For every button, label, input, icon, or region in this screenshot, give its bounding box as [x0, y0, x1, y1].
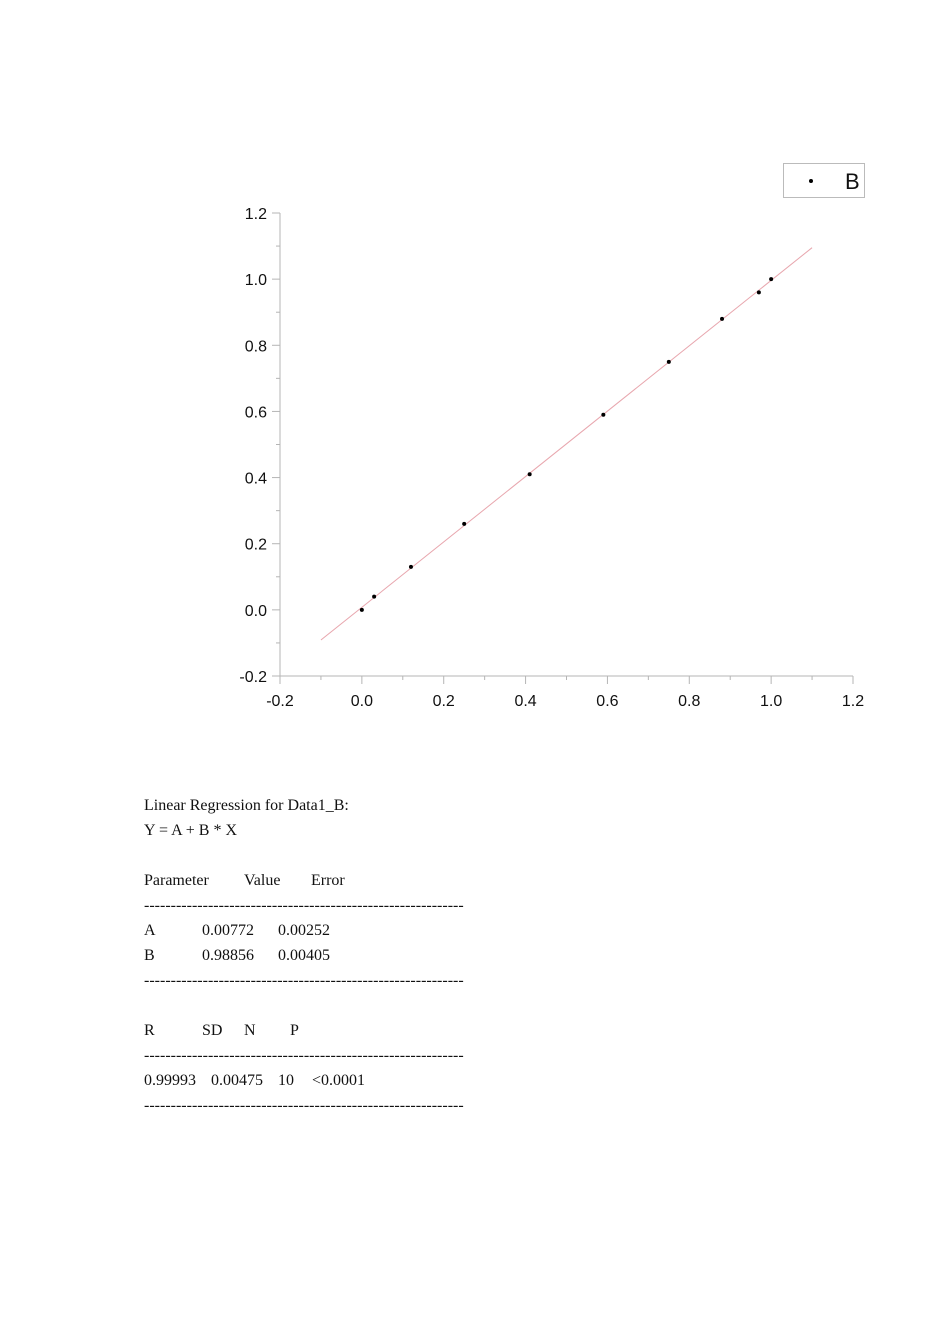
axes: [239, 206, 864, 710]
x-tick-label: 0.6: [596, 693, 619, 710]
y-tick-label: 1.0: [244, 272, 267, 290]
stat-value-p: <0.0001: [312, 1072, 366, 1089]
stat-value-r: 0.99993: [144, 1072, 196, 1089]
param-header-parameter: Parameter: [144, 872, 209, 889]
param-value: 0.00772: [202, 922, 254, 939]
stat-value-sd: 0.00475: [211, 1072, 263, 1089]
data-point: [372, 595, 376, 599]
stat-value-n: 10: [278, 1072, 294, 1089]
y-tick-label: 0.4: [244, 470, 267, 488]
stat-header-p: P: [290, 1022, 299, 1039]
param-value: 0.98856: [202, 947, 254, 964]
data-point: [757, 290, 761, 294]
y-tick-label: 0.0: [244, 602, 267, 620]
report-equation: Y = A + B * X: [144, 822, 238, 839]
param-name: B: [144, 947, 155, 964]
separator: ------------------------------------------------------------: [144, 1047, 464, 1064]
param-name: A: [144, 922, 156, 939]
y-tick-label: 0.2: [244, 536, 267, 554]
data-point: [769, 277, 773, 281]
separator: ------------------------------------------------------------: [144, 972, 464, 989]
x-tick-label: 0.8: [678, 693, 701, 710]
stat-header-n: N: [244, 1022, 256, 1039]
legend-marker: [809, 179, 813, 183]
param-error: 0.00252: [278, 922, 330, 939]
param-header-value: Value: [244, 872, 281, 889]
separator: ------------------------------------------------------------: [144, 897, 464, 914]
report-heading: Linear Regression for Data1_B:: [144, 797, 349, 814]
x-tick-label: 0.0: [350, 693, 373, 710]
data-point: [601, 413, 605, 417]
param-error: 0.00405: [278, 947, 330, 964]
data-point: [409, 565, 413, 569]
y-tick-label: 0.6: [244, 404, 267, 422]
y-tick-label: 0.8: [244, 338, 267, 356]
x-tick-label: 0.2: [432, 693, 455, 710]
fit-line-group: [321, 248, 812, 640]
stat-header-r: R: [144, 1022, 155, 1039]
data-point: [360, 608, 364, 612]
y-tick-label: -0.2: [239, 669, 267, 686]
y-tick-label: 1.2: [244, 206, 267, 223]
legend-label: B: [845, 169, 860, 194]
legend: [784, 164, 865, 198]
fit-line: [321, 248, 812, 640]
data-point: [667, 360, 671, 364]
data-point: [528, 472, 532, 476]
stat-header-sd: SD: [202, 1022, 223, 1039]
data-points: [360, 277, 773, 612]
x-tick-label: 1.2: [841, 693, 865, 710]
param-header-error: Error: [311, 872, 345, 889]
data-point: [462, 522, 466, 526]
x-tick-label: 0.4: [514, 693, 537, 710]
separator: ------------------------------------------------------------: [144, 1097, 464, 1114]
x-tick-label: 1.0: [760, 693, 783, 710]
x-tick-label: -0.2: [266, 693, 294, 710]
data-point: [720, 317, 724, 321]
